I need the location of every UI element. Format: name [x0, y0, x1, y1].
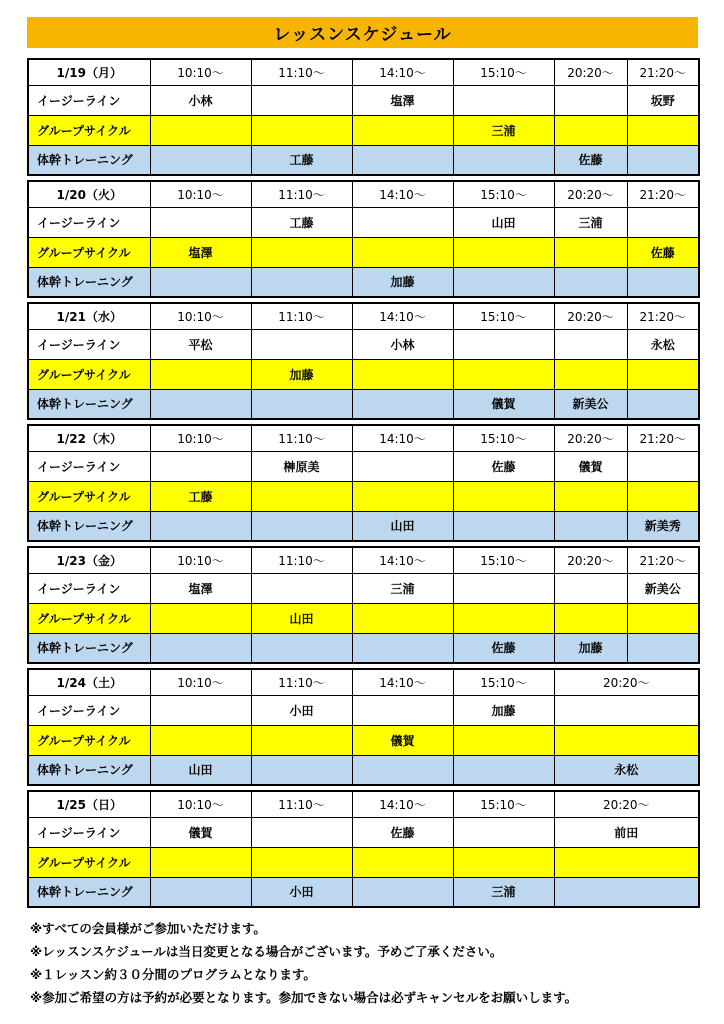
instructor-cell: [352, 877, 453, 907]
program-label: グループサイクル: [28, 603, 150, 633]
instructor-cell: 工藤: [251, 145, 352, 175]
program-label: 体幹トレーニング: [28, 511, 150, 541]
instructor-cell: [251, 573, 352, 603]
instructor-cell: [627, 451, 699, 481]
instructor-cell: 儀賀: [150, 817, 251, 847]
instructor-cell: [352, 755, 453, 785]
instructor-cell: 三浦: [554, 207, 627, 237]
day-date: 1/24（土）: [28, 669, 150, 695]
day-date: 1/19（月）: [28, 59, 150, 85]
instructor-cell: [352, 633, 453, 663]
time-slot-header: 20:20～: [554, 181, 627, 207]
instructor-cell: [251, 725, 352, 755]
instructor-cell: 坂野: [627, 85, 699, 115]
instructor-cell: [352, 451, 453, 481]
time-slot-header: 21:20～: [627, 303, 699, 329]
time-slot-header: 20:20～: [554, 425, 627, 451]
time-slot-header: 10:10～: [150, 181, 251, 207]
instructor-cell: 佐藤: [453, 633, 554, 663]
instructor-cell: [352, 481, 453, 511]
instructor-cell: [150, 847, 251, 877]
time-slot-header: 10:10～: [150, 303, 251, 329]
instructor-cell: [453, 603, 554, 633]
instructor-cell: 佐藤: [627, 237, 699, 267]
instructor-cell: [150, 359, 251, 389]
instructor-cell: [554, 877, 699, 907]
program-row-easy: [28, 207, 699, 237]
instructor-cell: [554, 695, 699, 725]
instructor-cell: [554, 237, 627, 267]
program-label: イージーライン: [28, 207, 150, 237]
instructor-cell: 塩澤: [352, 85, 453, 115]
instructor-cell: 塩澤: [150, 237, 251, 267]
program-label: イージーライン: [28, 85, 150, 115]
time-slot-header: 11:10～: [251, 669, 352, 695]
time-slot-header: 11:10～: [251, 547, 352, 573]
time-slot-header: 20:20～: [554, 791, 699, 817]
program-label: グループサイクル: [28, 847, 150, 877]
instructor-cell: 榊原美: [251, 451, 352, 481]
instructor-cell: [453, 511, 554, 541]
instructor-cell: 新美公: [627, 573, 699, 603]
instructor-cell: [251, 115, 352, 145]
instructor-cell: [453, 755, 554, 785]
instructor-cell: 小田: [251, 877, 352, 907]
program-row-easy: [28, 817, 699, 847]
instructor-cell: [251, 267, 352, 297]
instructor-cell: 三浦: [352, 573, 453, 603]
instructor-cell: 新美公: [554, 389, 627, 419]
instructor-cell: [352, 847, 453, 877]
instructor-cell: [554, 847, 699, 877]
time-slot-header: 11:10～: [251, 59, 352, 85]
day-date: 1/20（火）: [28, 181, 150, 207]
instructor-cell: [251, 237, 352, 267]
day-date: 1/25（日）: [28, 791, 150, 817]
instructor-cell: [554, 267, 627, 297]
program-label: イージーライン: [28, 817, 150, 847]
instructor-cell: [453, 817, 554, 847]
instructor-cell: [554, 603, 627, 633]
instructor-cell: [453, 573, 554, 603]
instructor-cell: 山田: [453, 207, 554, 237]
time-slot-header: 14:10～: [352, 425, 453, 451]
instructor-cell: [627, 359, 699, 389]
time-slot-header: 15:10～: [453, 303, 554, 329]
instructor-cell: [251, 817, 352, 847]
instructor-cell: [251, 85, 352, 115]
note-line: ※レッスンスケジュールは当日変更となる場合がございます。予めご了承ください。: [30, 944, 503, 959]
time-slot-header: 11:10～: [251, 425, 352, 451]
program-label: イージーライン: [28, 451, 150, 481]
table-header-row: [28, 791, 699, 817]
instructor-cell: [453, 481, 554, 511]
instructor-cell: [554, 359, 627, 389]
instructor-cell: [150, 267, 251, 297]
time-slot-header: 10:10～: [150, 669, 251, 695]
instructor-cell: 儀賀: [352, 725, 453, 755]
program-label: 体幹トレーニング: [28, 877, 150, 907]
instructor-cell: [554, 481, 627, 511]
instructor-cell: [150, 145, 251, 175]
note-line: ※参加ご希望の方は予約が必要となります。参加できない場合は必ずキャンセルをお願いします。: [30, 990, 578, 1005]
day-schedule-table: [27, 302, 700, 420]
instructor-cell: [352, 145, 453, 175]
program-label: グループサイクル: [28, 359, 150, 389]
program-label: 体幹トレーニング: [28, 633, 150, 663]
time-slot-header: 14:10～: [352, 547, 453, 573]
instructor-cell: [352, 237, 453, 267]
time-slot-header: 14:10～: [352, 791, 453, 817]
program-label: グループサイクル: [28, 115, 150, 145]
instructor-cell: [150, 389, 251, 419]
program-row-easy: [28, 85, 699, 115]
time-slot-header: 15:10～: [453, 181, 554, 207]
instructor-cell: 工藤: [251, 207, 352, 237]
day-date: 1/21（水）: [28, 303, 150, 329]
page-title: レッスンスケジュール: [273, 25, 452, 45]
instructor-cell: [627, 389, 699, 419]
time-slot-header: 14:10～: [352, 669, 453, 695]
instructor-cell: 佐藤: [453, 451, 554, 481]
program-label: 体幹トレーニング: [28, 389, 150, 419]
time-slot-header: 21:20～: [627, 59, 699, 85]
instructor-cell: [554, 329, 627, 359]
program-label: グループサイクル: [28, 481, 150, 511]
time-slot-header: 10:10～: [150, 791, 251, 817]
program-row-cycle: [28, 847, 699, 877]
note-line: ※１レッスン約３０分間のプログラムとなります。: [30, 967, 316, 982]
table-header-row: [28, 547, 699, 573]
instructor-cell: [627, 115, 699, 145]
time-slot-header: 20:20～: [554, 547, 627, 573]
instructor-cell: 山田: [251, 603, 352, 633]
instructor-cell: 山田: [352, 511, 453, 541]
table-header-row: [28, 303, 699, 329]
title-banner: [27, 17, 698, 48]
instructor-cell: 加藤: [251, 359, 352, 389]
instructor-cell: [352, 115, 453, 145]
day-schedule-table: [27, 546, 700, 664]
instructor-cell: [150, 511, 251, 541]
time-slot-header: 11:10～: [251, 791, 352, 817]
time-slot-header: 15:10～: [453, 669, 554, 695]
instructor-cell: 儀賀: [554, 451, 627, 481]
program-row-cycle: [28, 237, 699, 267]
time-slot-header: 21:20～: [627, 181, 699, 207]
instructor-cell: 永松: [554, 755, 699, 785]
instructor-cell: 小田: [251, 695, 352, 725]
table-header-row: [28, 181, 699, 207]
instructor-cell: [453, 329, 554, 359]
instructor-cell: [453, 725, 554, 755]
instructor-cell: [627, 267, 699, 297]
program-label: イージーライン: [28, 329, 150, 359]
instructor-cell: 佐藤: [554, 145, 627, 175]
program-row-core: [28, 633, 699, 663]
instructor-cell: 加藤: [352, 267, 453, 297]
program-row-core: [28, 755, 699, 785]
time-slot-header: 20:20～: [554, 669, 699, 695]
instructor-cell: 山田: [150, 755, 251, 785]
day-schedule-table: [27, 668, 700, 786]
instructor-cell: [453, 359, 554, 389]
instructor-cell: 工藤: [150, 481, 251, 511]
instructor-cell: [627, 633, 699, 663]
day-schedule-table: [27, 58, 700, 176]
program-label: グループサイクル: [28, 237, 150, 267]
note-line: ※すべての会員様がご参加いただけます。: [30, 921, 266, 936]
instructor-cell: [554, 115, 627, 145]
instructor-cell: 新美秀: [627, 511, 699, 541]
program-row-cycle: [28, 725, 699, 755]
instructor-cell: [251, 511, 352, 541]
time-slot-header: 20:20～: [554, 303, 627, 329]
day-date: 1/23（金）: [28, 547, 150, 573]
instructor-cell: [251, 633, 352, 663]
instructor-cell: 小林: [352, 329, 453, 359]
instructor-cell: 前田: [554, 817, 699, 847]
program-row-core: [28, 267, 699, 297]
day-schedule-table: [27, 180, 700, 298]
instructor-cell: [150, 725, 251, 755]
table-header-row: [28, 669, 699, 695]
instructor-cell: [554, 725, 699, 755]
program-label: 体幹トレーニング: [28, 145, 150, 175]
program-row-easy: [28, 573, 699, 603]
day-schedule-table: [27, 790, 700, 908]
instructor-cell: 三浦: [453, 877, 554, 907]
program-label: イージーライン: [28, 573, 150, 603]
instructor-cell: [453, 85, 554, 115]
instructor-cell: [251, 329, 352, 359]
instructor-cell: [627, 145, 699, 175]
time-slot-header: 15:10～: [453, 425, 554, 451]
program-row-cycle: [28, 115, 699, 145]
instructor-cell: 小林: [150, 85, 251, 115]
program-row-core: [28, 511, 699, 541]
instructor-cell: [554, 85, 627, 115]
instructor-cell: 三浦: [453, 115, 554, 145]
time-slot-header: 10:10～: [150, 59, 251, 85]
instructor-cell: [150, 451, 251, 481]
time-slot-header: 10:10～: [150, 547, 251, 573]
time-slot-header: 21:20～: [627, 425, 699, 451]
time-slot-header: 15:10～: [453, 59, 554, 85]
instructor-cell: 加藤: [453, 695, 554, 725]
instructor-cell: [150, 633, 251, 663]
time-slot-header: 11:10～: [251, 303, 352, 329]
instructor-cell: [554, 573, 627, 603]
time-slot-header: 14:10～: [352, 59, 453, 85]
instructor-cell: [251, 847, 352, 877]
time-slot-header: 15:10～: [453, 547, 554, 573]
instructor-cell: [352, 603, 453, 633]
program-row-easy: [28, 329, 699, 359]
instructor-cell: 加藤: [554, 633, 627, 663]
time-slot-header: 15:10～: [453, 791, 554, 817]
instructor-cell: [251, 389, 352, 419]
instructor-cell: [453, 267, 554, 297]
time-slot-header: 21:20～: [627, 547, 699, 573]
time-slot-header: 11:10～: [251, 181, 352, 207]
program-row-easy: [28, 451, 699, 481]
table-header-row: [28, 59, 699, 85]
instructor-cell: [150, 115, 251, 145]
instructor-cell: [352, 207, 453, 237]
instructor-cell: 平松: [150, 329, 251, 359]
instructor-cell: [453, 237, 554, 267]
table-header-row: [28, 425, 699, 451]
instructor-cell: [150, 207, 251, 237]
instructor-cell: [352, 695, 453, 725]
instructor-cell: [627, 207, 699, 237]
instructor-cell: [150, 603, 251, 633]
instructor-cell: [453, 847, 554, 877]
program-row-easy: [28, 695, 699, 725]
time-slot-header: 14:10～: [352, 303, 453, 329]
program-row-cycle: [28, 603, 699, 633]
instructor-cell: [352, 359, 453, 389]
program-row-core: [28, 145, 699, 175]
program-row-core: [28, 389, 699, 419]
day-date: 1/22（木）: [28, 425, 150, 451]
program-label: イージーライン: [28, 695, 150, 725]
program-row-cycle: [28, 481, 699, 511]
instructor-cell: [251, 481, 352, 511]
time-slot-header: 10:10～: [150, 425, 251, 451]
time-slot-header: 14:10～: [352, 181, 453, 207]
instructor-cell: [251, 755, 352, 785]
time-slot-header: 20:20～: [554, 59, 627, 85]
instructor-cell: 儀賀: [453, 389, 554, 419]
instructor-cell: [352, 389, 453, 419]
program-label: 体幹トレーニング: [28, 755, 150, 785]
instructor-cell: [627, 481, 699, 511]
instructor-cell: 塩澤: [150, 573, 251, 603]
instructor-cell: [150, 695, 251, 725]
day-schedule-table: [27, 424, 700, 542]
program-row-cycle: [28, 359, 699, 389]
instructor-cell: 永松: [627, 329, 699, 359]
program-label: 体幹トレーニング: [28, 267, 150, 297]
instructor-cell: 佐藤: [352, 817, 453, 847]
program-label: グループサイクル: [28, 725, 150, 755]
instructor-cell: [554, 511, 627, 541]
program-row-core: [28, 877, 699, 907]
instructor-cell: [453, 145, 554, 175]
instructor-cell: [627, 603, 699, 633]
instructor-cell: [150, 877, 251, 907]
notes-section: [30, 917, 710, 1009]
